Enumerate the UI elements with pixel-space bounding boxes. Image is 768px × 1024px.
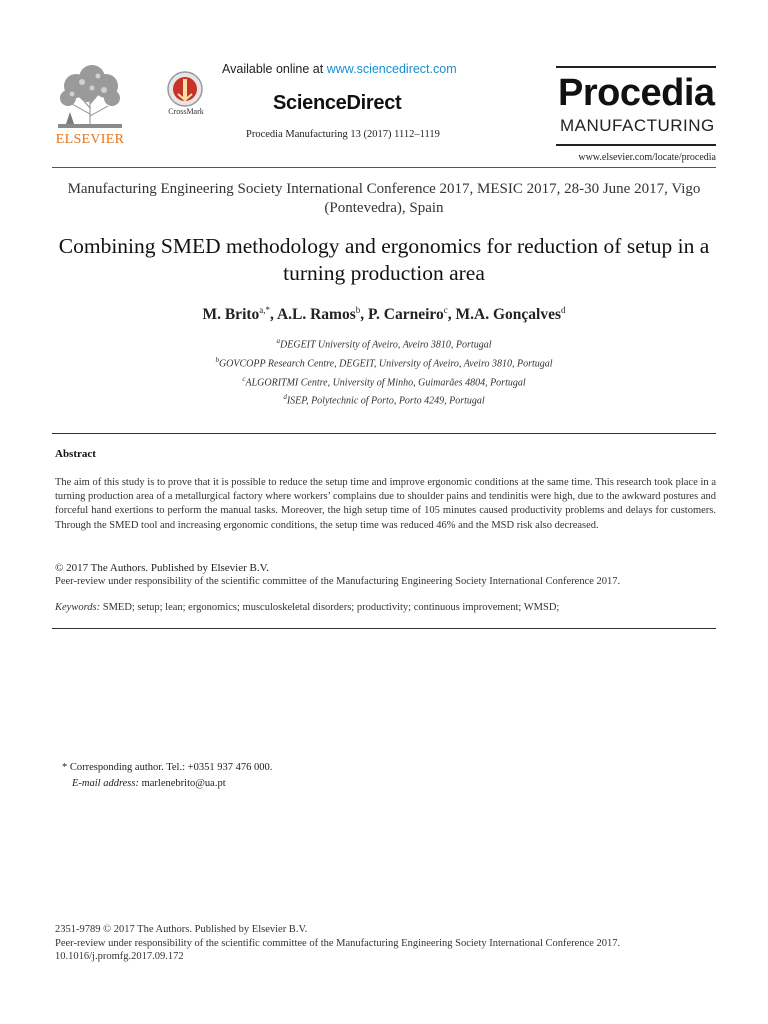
footer-peer-review: Peer-review under responsibility of the scientific committee of the Manufacturing Engineering Society International Conference 2017. (55, 937, 621, 949)
procedia-logo-subtitle: MANUFACTURING (560, 116, 715, 135)
author-name: P. Carneiro (368, 306, 444, 324)
available-online (222, 62, 457, 76)
peer-review-line: Peer-review under responsibility of the scientific committee of the Manufacturing Engineering Society International Conference 2017. (55, 576, 621, 587)
abstract-top-rule (52, 433, 716, 434)
abstract-heading: Abstract (55, 448, 96, 460)
affiliation-mark: d (283, 393, 287, 402)
crossmark-label: CrossMark (168, 107, 204, 116)
page-footer (55, 923, 620, 964)
affiliation (56, 390, 712, 409)
author-name: M.A. Gonçalves (455, 306, 562, 324)
abstract-body: The aim of this study is to prove that it is possible to reduce the setup time and improve ergonomic conditions at the same time. This research took place in a turning production area of a metallurgical factory where workers’ complains due to shoulder pains and tendinitis were high, due to the awkward postures and forceful hand exertions to perform the manual tasks. Moreover, the high setup time of 105 minutes caused productivity problems and delays for customers. Through the SMED tool and increasing ergonomic conditions, the setup time was reduced 46% and the MSD risk also decreased. (55, 477, 716, 531)
footer-doi[interactable]: 10.1016/j.promfg.2017.09.172 (55, 951, 184, 962)
email-address[interactable]: marlenebrito@ua.pt (138, 778, 226, 789)
affiliation-text: ISEP, Polytechnic of Porto, Porto 4249, Portugal (286, 395, 485, 407)
affiliation-list (56, 334, 712, 409)
journal-url[interactable]: www.elsevier.com/locate/procedia (578, 152, 716, 163)
keywords-line (55, 602, 559, 613)
affiliation-text: DEGEIT University of Aveiro, Aveiro 3810, Portugal (280, 339, 492, 351)
affiliation-text: GOVCOPP Research Centre, DEGEIT, University of Aveiro, Aveiro 3810, Portugal (218, 358, 553, 370)
paper-title: Combining SMED methodology and ergonomics for reduction of setup in a turning production area (58, 234, 710, 285)
author-affil-mark: b (355, 305, 361, 315)
author-affil-mark: c (443, 305, 448, 315)
sciencedirect-brand: ScienceDirect (273, 92, 402, 114)
affiliation (56, 334, 712, 353)
available-prefix: Available online at (222, 62, 327, 76)
author-list: M. Brito$^{a,*}$, A.L. Ramos$^b$, P. Carneiro$^c$, M.A. Gonçalves$^d$ (202, 305, 566, 324)
affiliation-mark: c (242, 374, 246, 383)
procedia-logo (556, 66, 716, 146)
elsevier-wordmark: ELSEVIER (55, 132, 125, 147)
header-divider (52, 167, 716, 168)
copyright-line: © 2017 The Authors. Published by Elsevier B.V. (55, 562, 269, 574)
abstract-bottom-rule (52, 628, 716, 629)
affiliation-mark: a (276, 337, 281, 345)
affiliation (56, 372, 712, 391)
author-name: A.L. Ramos (276, 306, 356, 324)
footer-issn: 2351-9789 © 2017 The Authors. Published by Elsevier B.V. (55, 924, 308, 935)
procedia-logo-title: Procedia (558, 72, 715, 114)
author-affil-mark: a,* (259, 305, 271, 315)
journal-reference: Procedia Manufacturing 13 (2017) 1112–1119 (246, 129, 440, 140)
email-label: E-mail address: (72, 778, 139, 789)
keywords-label: Keywords: (55, 602, 101, 613)
affiliation-mark: b (215, 355, 219, 364)
author-affil-mark: d (561, 305, 566, 315)
affiliation (56, 353, 712, 372)
email-line (72, 778, 226, 789)
keywords-text: SMED; setup; lean; ergonomics; musculoskeletal disorders; productivity; continuous improvement; WMSD; (100, 602, 560, 613)
sciencedirect-link[interactable]: www.sciencedirect.com (326, 62, 457, 76)
corresponding-author: * Corresponding author. Tel.: +0351 937 476 000. (62, 762, 273, 773)
conference-line: Manufacturing Engineering Society International Conference 2017, MESIC 2017, 28-30 June 2017, Vigo (Pontevedra), Spain (67, 181, 701, 216)
author-name: M. Brito (202, 306, 260, 324)
affiliation-text: ALGORITMI Centre, University of Minho, Guimarães 4804, Portugal (245, 376, 526, 388)
